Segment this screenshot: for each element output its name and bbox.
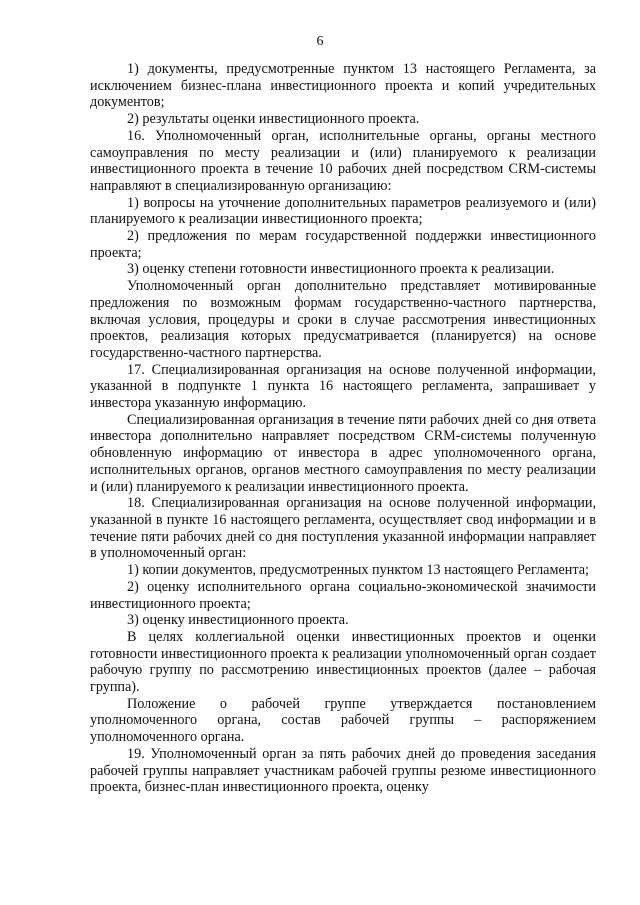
paragraph-item-1: 1) копии документов, предусмотренных пунктом 13 настоящего Регламента; xyxy=(127,562,589,579)
paragraph-item-2: 2) оценку исполнительного органа социально-экономической значимости инвестиционного проекта; xyxy=(90,578,596,612)
paragraph-item-2: 2) результаты оценки инвестиционного проекта. xyxy=(127,111,420,128)
paragraph-clause-19: 19. Уполномоченный орган за пять рабочих дней до проведения заседания рабочей группы направляет участникам рабочей группы резюме инвестиционного проекта, бизнес-план инвестиционного проекта, оценку xyxy=(90,745,596,796)
paragraph-text: Уполномоченный орган дополнительно представляет мотивированные предложения по возможным формам государственно-частного партнерства, включая условия, процедуры и сроки в случае рассмотрения инвестиционных проектов, реализация которых предусматривается (планируется) на основе государственно-частного партнерства. xyxy=(90,278,596,361)
paragraph-text: Положение о рабочей группе утверждается постановлением уполномоченного органа, состав рабочей группы – распоряжением уполномоченного органа. xyxy=(90,695,596,746)
page-number: 6 xyxy=(316,34,324,49)
paragraph-clause-16: 16. Уполномоченный орган, исполнительные органы, органы местного самоуправления по месту реализации и (или) планируемого к реализации инвестиционного проекта в течение 10 рабочих дней посредством CRM-системы направляют в специализированную организацию: xyxy=(90,127,596,194)
paragraph-text: Специализированная организация в течение пяти рабочих дней со дня ответа инвестора дополнительно направляет посредством CRM-системы полученную обновленную информацию от инвестора в адрес уполномоченного органа, исполнительных органов, органов местного самоуправления по месту реализации и (или) планируемого к реализации инвестиционного проекта. xyxy=(90,411,596,495)
paragraph-clause-17: 17. Специализированная организация на основе полученной информации, указанной в подпункте 1 пункта 16 настоящего регламента, запрашивает у инвестора указанную информацию. xyxy=(90,361,596,412)
paragraph-item-3: 3) оценку инвестиционного проекта. xyxy=(127,612,349,629)
paragraph-text: В целях коллегиальной оценки инвестиционных проектов и оценки готовности инвестиционного проекта к реализации уполномоченный орган создает рабочую группу по рассмотрению инвестиционных проектов (далее – рабочая группа). xyxy=(90,628,596,696)
paragraph-clause-18: 18. Специализированная организация на основе полученной информации, указанной в пункте 16 настоящего регламента, осуществляет свод информации и в течение пяти рабочих дней со дня поступления указанной информации направляет в уполномоченный орган: xyxy=(90,495,596,562)
paragraph-item-1: 1) документы, предусмотренные пунктом 13 настоящего Регламента, за исключением бизнес-плана инвестиционного проекта и копий учредительных документов; xyxy=(90,61,596,111)
paragraph-item-2: 2) предложения по мерам государственной поддержки инвестиционного проекта; xyxy=(90,228,596,261)
document-body xyxy=(90,61,596,796)
paragraph-item-1: 1) вопросы на уточнение дополнительных параметров реализуемого и (или) планируемого к реализации инвестиционного проекта; xyxy=(90,194,596,228)
paragraph-item-3: 3) оценку степени готовности инвестиционного проекта к реализации. xyxy=(127,261,555,278)
